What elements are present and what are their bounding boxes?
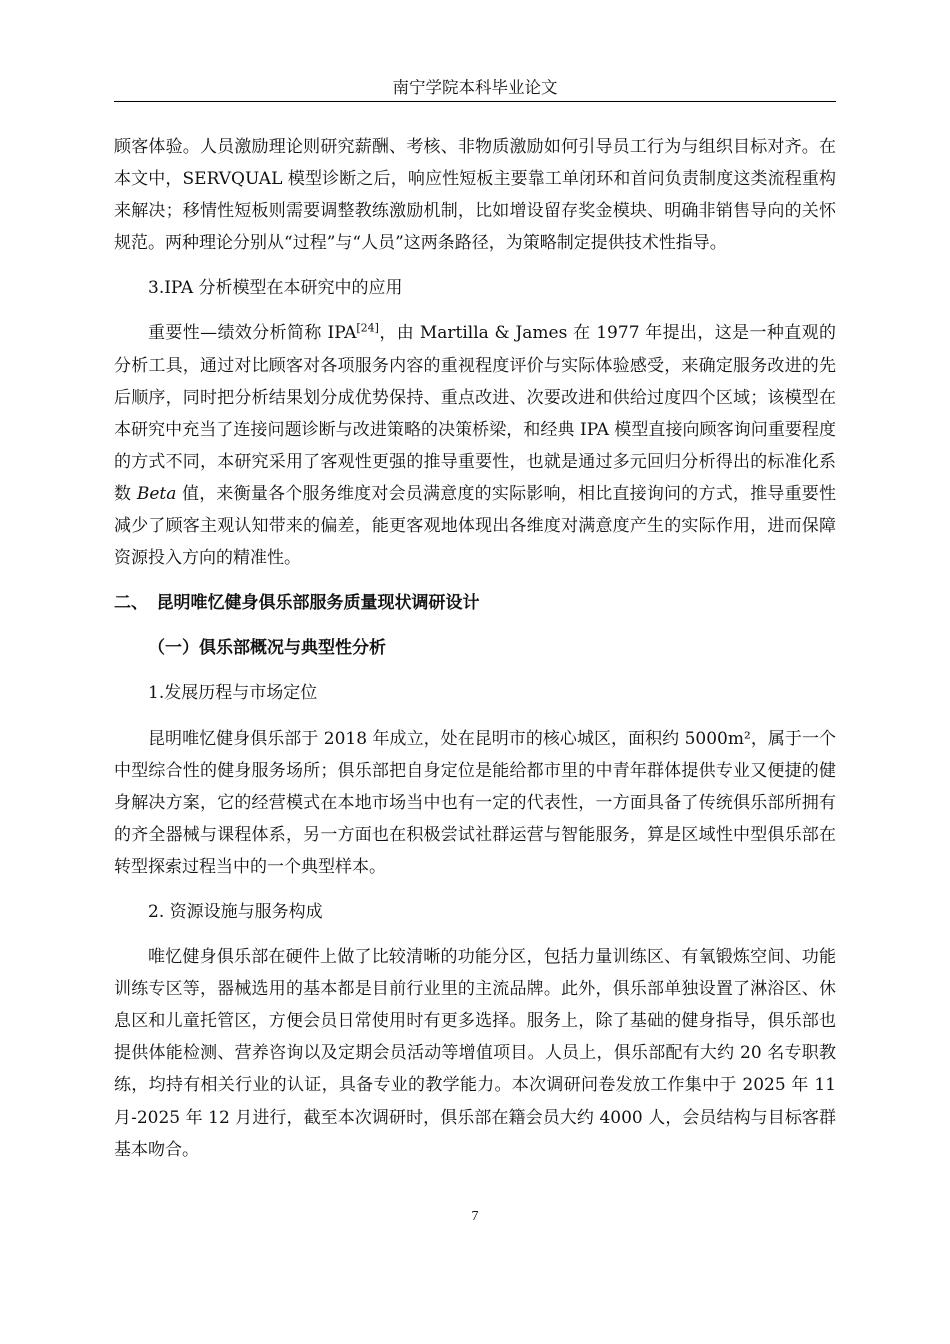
paragraph-ipa bbox=[114, 317, 836, 574]
ipa-text-part-2: ，由 Martilla & James 在 1977 年提出，这是一种直观的分析工具，通过对比顾客对各项服务内容的重视程度评价与实际体验感受，来确定服务改进的先后顺序，同时把分析结果划分成优势保持、重点改进、次要改进和供给过度四个区域；该模型在本研究中充当了连接问题诊断与改进策略的决策桥梁，和经典 IPA 模型直接向顾客询问重要程度的方式不同，本研究采用了客观性更强的推导重要性，也就是通过多元回归分析得出的标准化系数 bbox=[114, 323, 836, 504]
page-number: 7 bbox=[471, 1209, 479, 1224]
paragraph-club-overview: 昆明唯忆健身俱乐部于 2018 年成立，处在昆明市的核心城区，面积约 5000m²，属于一个中型综合性的健身服务场所；俱乐部把自身定位是能给都市里的中青年群体提供专业又便捷的健身解决方案，它的经营模式在本地市场当中也有一定的代表性，一方面具备了传统俱乐部所拥有的齐全器械与课程体系，另一方面也在积极尝试社群运营与智能服务，算是区域性中型俱乐部在转型探索过程当中的一个典型样本。 bbox=[114, 728, 836, 877]
citation-24: [24] bbox=[356, 321, 379, 335]
paragraph-resources: 唯忆健身俱乐部在硬件上做了比较清晰的功能分区，包括力量训练区、有氧锻炼空间、功能训练专区等，器械选用的基本都是目前行业里的主流品牌。此外，俱乐部单独设置了淋浴区、休息区和儿童托管区，方便会员日常使用时有更多选择。服务上，除了基础的健身指导，俱乐部也提供体能检测、营养咨询以及定期会员活动等增值项目。人员上，俱乐部配有大约 20 名专职教练，均持有相关行业的认证，具备专业的教学能力。本次调研问卷发放工作集中于 2025 年 11 月-2025 年 12 月进行，截至本次调研时，俱乐部在籍会员大约 4000 人，会员结构与目标客群基本吻合。 bbox=[114, 947, 836, 1160]
heading-resources: 2. 资源设施与服务构成 bbox=[148, 901, 323, 922]
heading-development-history: 1.发展历程与市场定位 bbox=[148, 683, 318, 704]
running-header: 南宁学院本科毕业论文 bbox=[392, 78, 558, 97]
page-body bbox=[114, 131, 836, 1166]
subsection-heading-1: （一）俱乐部概况与典型性分析 bbox=[148, 638, 386, 659]
section-heading-2: 二、 昆明唯忆健身俱乐部服务质量现状调研设计 bbox=[114, 593, 480, 614]
ipa-text-part-1: 重要性—绩效分析简称 IPA bbox=[148, 323, 357, 344]
paragraph-theory-summary: 顾客体验。人员激励理论则研究薪酬、考核、非物质激励如何引导员工行为与组织目标对齐。在本文中，SERVQUAL 模型诊断之后，响应性短板主要靠工单闭环和首问负责制度这类流程重构来解决；移情性短板则需要调整教练激励机制，比如增设留存奖金模块、明确非销售导向的关怀规范。两种理论分别从“过程”与“人员”这两条路径，为策略制定提供技术性指导。 bbox=[114, 137, 836, 254]
heading-ipa-application: 3.IPA 分析模型在本研究中的应用 bbox=[148, 278, 403, 299]
ipa-text-part-3: 值，来衡量各个服务维度对会员满意度的实际影响，相比直接询问的方式，推导重要性减少了顾客主观认知带来的偏差，能更客观地体现出各维度对满意度产生的实际作用，进而保障资源投入方向的精准性。 bbox=[114, 483, 837, 569]
header-rule bbox=[114, 101, 836, 102]
beta-term: Beta bbox=[136, 483, 177, 504]
